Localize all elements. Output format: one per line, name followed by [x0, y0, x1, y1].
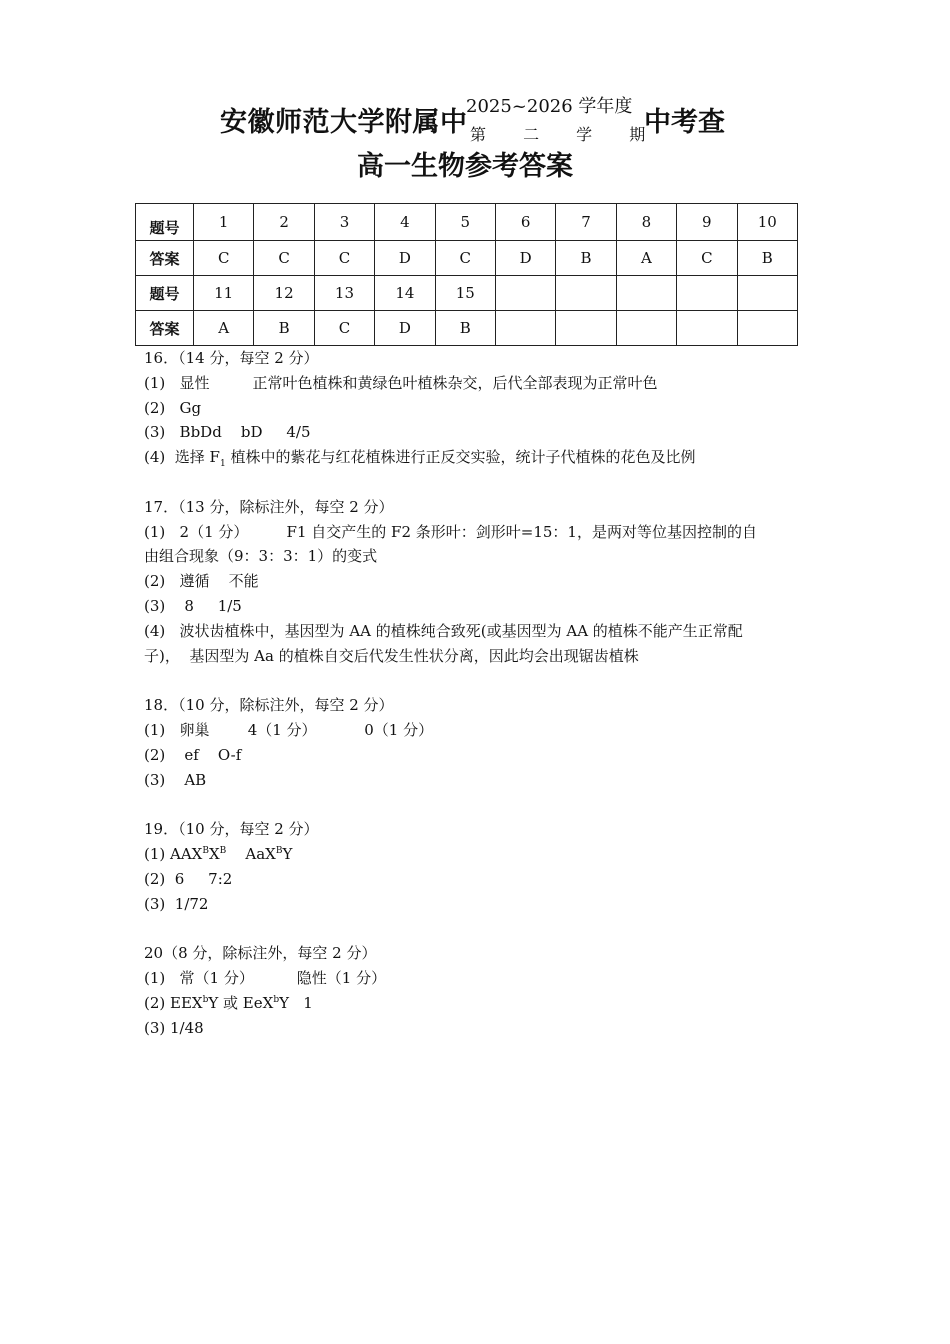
table-row-header: 题号	[136, 204, 194, 241]
page-subtitle: 高一生物参考答案	[357, 151, 573, 182]
q17-head: 17．（13 分，除标注外，每空 2 分）	[144, 497, 394, 516]
stamp-term: 第 二 学 期	[470, 125, 662, 144]
table-cell	[616, 311, 676, 346]
table-cell: 3	[314, 204, 374, 241]
table-row	[136, 241, 798, 276]
answer-table	[135, 203, 798, 346]
table-cell: D	[375, 311, 435, 346]
table-cell	[556, 311, 616, 346]
table-cell: 2	[254, 204, 314, 241]
answers-body	[144, 346, 814, 1040]
q18-line1: (1) 卵巢 4（1 分） 0（1 分）	[144, 720, 434, 739]
table-cell	[556, 276, 616, 311]
q20-head: 20（8 分，除标注外，每空 2 分）	[144, 944, 377, 963]
table-cell: C	[314, 311, 374, 346]
table-cell: B	[254, 311, 314, 346]
table-row-header: 题号	[136, 276, 194, 311]
term-stamp	[466, 92, 662, 148]
table-cell: A	[616, 241, 676, 276]
table-cell: B	[737, 241, 797, 276]
q17-line3: (3) 8 1/5	[144, 596, 242, 615]
q18-line2: (2) ef O-f	[144, 745, 242, 764]
q16-line1: (1) 显性 正常叶色植株和黄绿色叶植株杂交，后代全部表现为正常叶色	[144, 373, 658, 392]
table-cell	[677, 276, 737, 311]
q17-line2: (2) 遵循 不能	[144, 572, 259, 591]
table-cell	[495, 311, 555, 346]
table-cell: 11	[194, 276, 254, 311]
table-cell	[495, 276, 555, 311]
table-cell: B	[556, 241, 616, 276]
title-right: 中考查	[644, 107, 725, 138]
q19-head: 19．（10 分，每空 2 分）	[144, 820, 319, 839]
title-left: 安徽师范大学附属中	[220, 107, 468, 138]
table-cell: B	[435, 311, 495, 346]
q20-line1: (1) 常（1 分） 隐性（1 分）	[144, 968, 387, 987]
table-row-header: 答案	[136, 241, 194, 276]
table-cell: 9	[677, 204, 737, 241]
table-cell: D	[375, 241, 435, 276]
table-cell: A	[194, 311, 254, 346]
q16-line2: (2) Gg	[144, 398, 202, 417]
table-cell: C	[194, 241, 254, 276]
table-cell: C	[677, 241, 737, 276]
stamp-year: 2025~2026 学年度	[466, 96, 633, 117]
table-cell: C	[314, 241, 374, 276]
table-row	[136, 311, 798, 346]
table-cell: 10	[737, 204, 797, 241]
q17-line4: (4) 波状齿植株中，基因型为 AA 的植株纯合致死(或基因型为 AA 的植株不能产生正常配	[144, 621, 743, 640]
q19-line3: (3) 1/72	[144, 894, 209, 913]
q17-line1b: 由组合现象（9：3：3：1）的变式	[144, 547, 378, 566]
q17-line4b: 子)， 基因型为 Aa 的植株自交后代发生性状分离，因此均会出现锯齿植株	[144, 646, 639, 665]
table-cell: C	[254, 241, 314, 276]
q16-head: 16．（14 分，每空 2 分）	[144, 349, 319, 367]
table-cell: D	[495, 241, 555, 276]
table-cell: 7	[556, 204, 616, 241]
table-cell	[737, 311, 797, 346]
table-cell: 12	[254, 276, 314, 311]
title-row	[0, 92, 950, 152]
q16-line3: (3) BbDd bD 4/5	[144, 423, 311, 442]
table-cell: 14	[375, 276, 435, 311]
q18-head: 18．（10 分，除标注外，每空 2 分）	[144, 696, 394, 715]
q20-line3: (3) 1/48	[144, 1018, 204, 1037]
table-cell: 15	[435, 276, 495, 311]
table-row	[136, 204, 798, 241]
table-cell	[737, 276, 797, 311]
table-cell	[677, 311, 737, 346]
table-cell: 5	[435, 204, 495, 241]
table-cell: 4	[375, 204, 435, 241]
q19-line2: (2) 6 7:2	[144, 869, 233, 888]
table-row-header: 答案	[136, 311, 194, 346]
q17-line1: (1) 2（1 分） F1 自交产生的 F2 条形叶：剑形叶=15：1，是两对等位基因控制的自	[144, 522, 757, 541]
table-cell: C	[435, 241, 495, 276]
table-row	[136, 276, 798, 311]
q20-line2: (2) EEX$^b$Y 或 EeX$^b$Y 1	[144, 993, 313, 1012]
table-cell: 1	[194, 204, 254, 241]
table-cell: 6	[495, 204, 555, 241]
table-cell: 8	[616, 204, 676, 241]
q18-line3: (3) AB	[144, 770, 207, 789]
q19-line1: (1) $AAX^BX^B$ AaX$^B$Y	[144, 844, 293, 863]
q16-line4: (4) 选择 $F_1$ 植株中的紫花与红花植株进行正反交实验，统计子代植株的花色及比例	[144, 448, 696, 470]
table-cell: 13	[314, 276, 374, 311]
table-cell	[616, 276, 676, 311]
